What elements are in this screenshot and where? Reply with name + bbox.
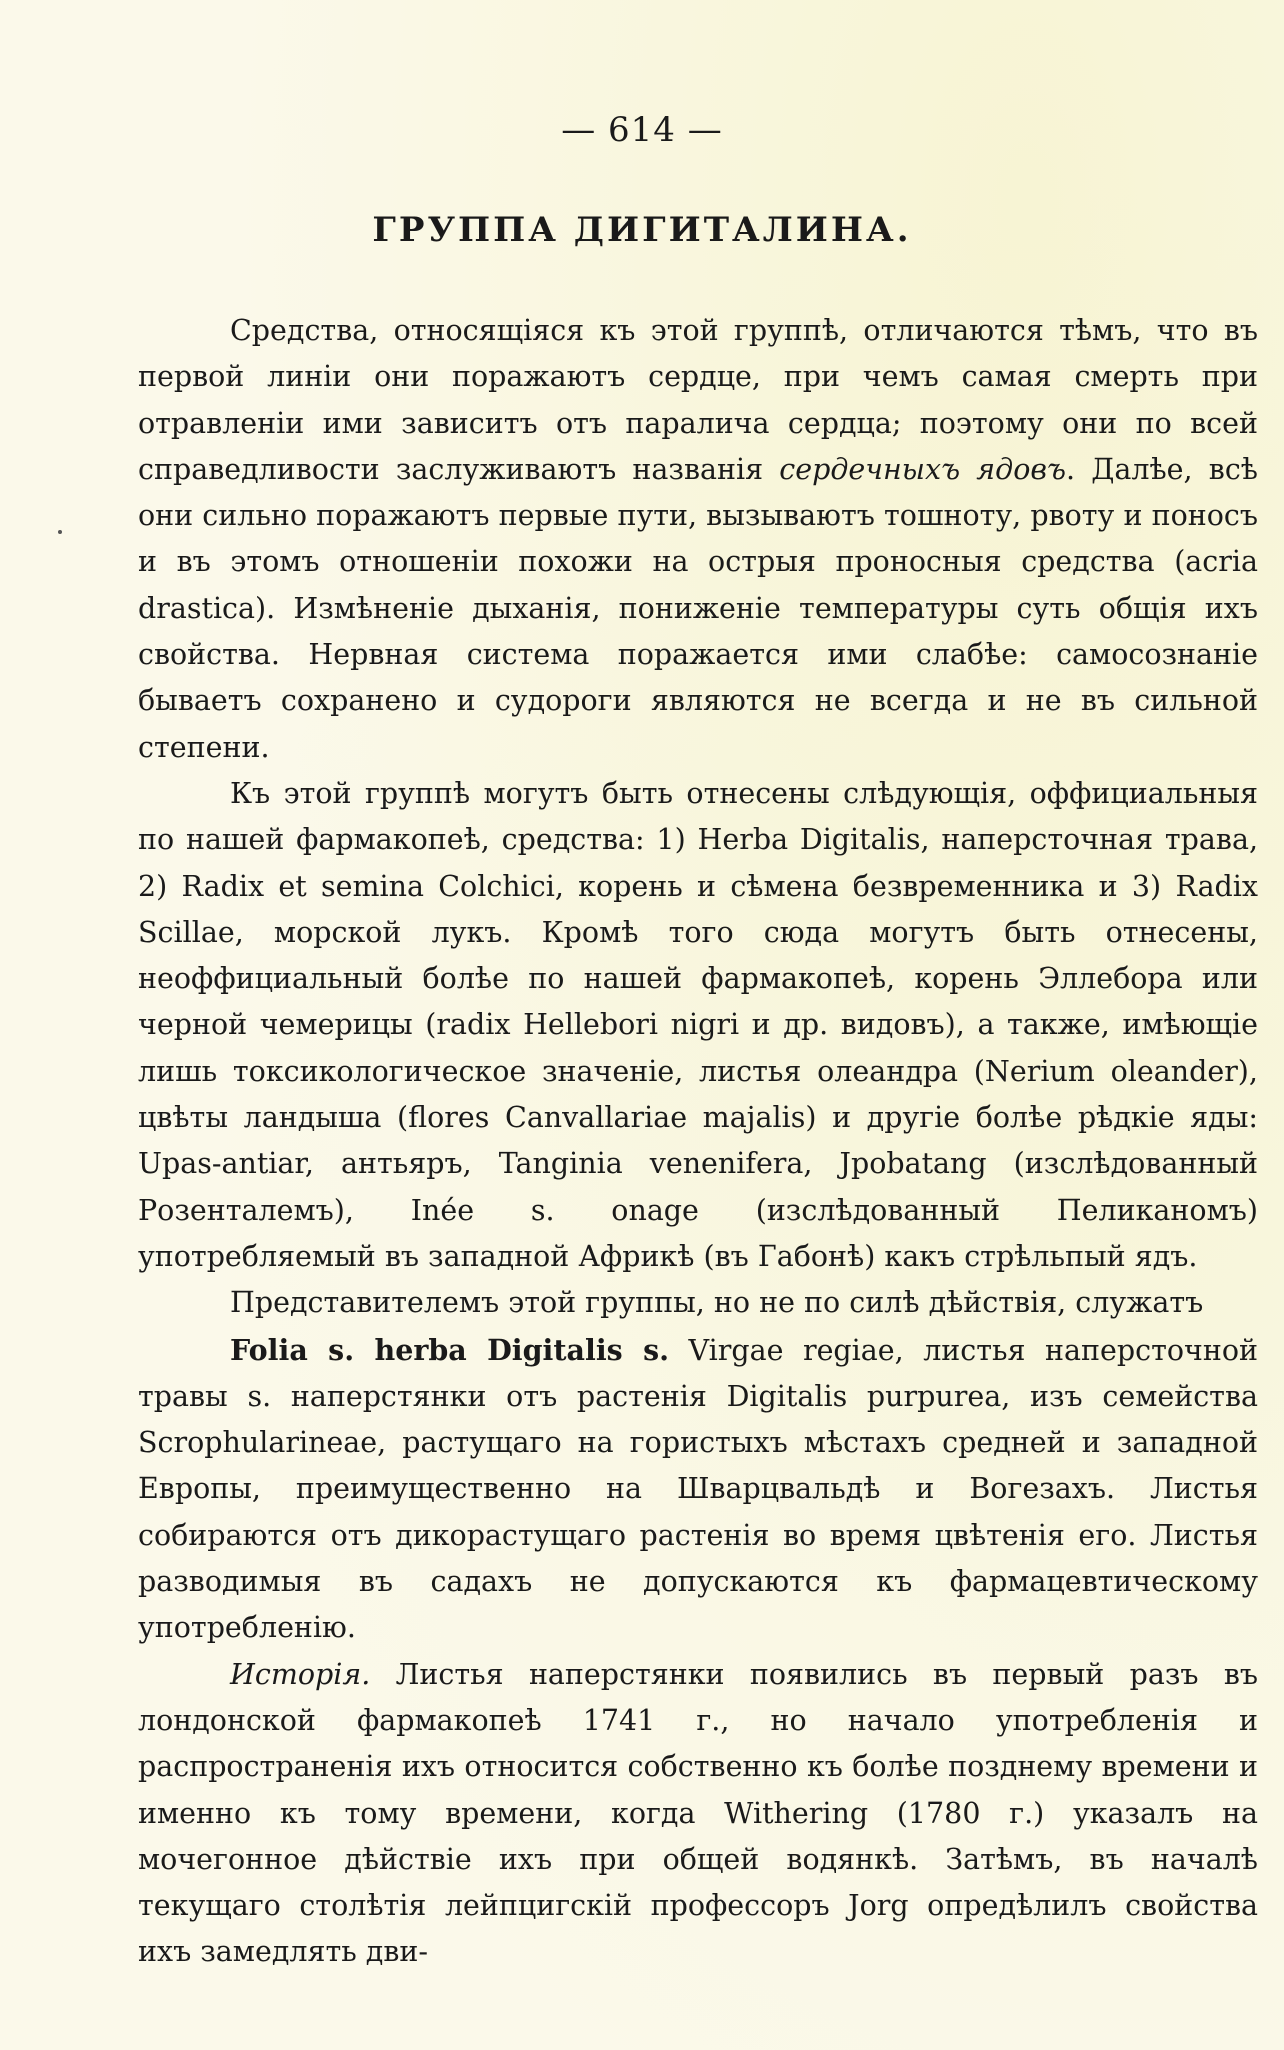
paragraph-5-italic: Исторія. (230, 1657, 371, 1691)
paragraph-1-italic: сердечныхъ ядовъ (779, 452, 1066, 486)
paragraph-1-text-b: . Далѣе, всѣ они сильно поражаютъ первые пути, вызываютъ тошноту, рвоту и поносъ и въ этомъ отношеніи похожи на острыя проносныя средства (acria drastica). Измѣненіе дыханія, пониженіе температуры суть общія ихъ свойства. Нервная система поражается ими слабѣе: самосознаніе бываетъ сохранено и судороги являются не всегда и не въ сильной степени. (138, 452, 1258, 764)
paragraph-1-text-a: Средства, относящіяся къ этой группѣ, отличаются тѣмъ, что въ первой линіи они поражаютъ сердце, при чемъ самая смерть при отравленіи ими зависитъ отъ паралича сердца; поэтому они по всей справедливости заслуживаютъ названія (138, 314, 1258, 486)
paragraph-4-text: Virgae regiae, листья наперсточной травы s. наперстянки отъ растенія Digitalis purpurea, изъ семейства Scrophularineae, растущаго на гористыхъ мѣстахъ средней и западной Европы, преимущественно на Шварцвальдѣ и Вогезахъ. Листья собираются отъ дикорастущаго растенія во время цвѣтенія его. Листья разводимыя въ садахъ не допускаются къ фармацевтическому употребленію. (138, 1333, 1258, 1645)
body-text (138, 308, 1258, 1976)
section-heading: ГРУППА ДИГИТАЛИНА. (372, 210, 912, 250)
paragraph-4-bold: Folia s. herba Digitalis s. (230, 1332, 670, 1367)
page-number: — 614 — (561, 110, 723, 150)
paragraph-5 (138, 1652, 1258, 1976)
paragraph-4 (138, 1327, 1258, 1652)
paragraph-1 (138, 308, 1258, 771)
paragraph-3: Представителемъ этой группы, но не по силѣ дѣйствія, служатъ (230, 1286, 1204, 1320)
margin-speck (58, 530, 62, 534)
paragraph-5-text: Листья наперстянки появились въ первый разъ въ лондонской фармакопеѣ 1741 г., но начало употребленія и распространенія ихъ относится собственно къ болѣе позднему времени и именно къ тому времени, когда Withering (1780 г.) указалъ на мочегонное дѣйствіе ихъ при общей водянкѣ. Затѣмъ, въ началѣ текущаго столѣтія лейпцигскій профессоръ Jorg опредѣлилъ свойства ихъ замедлять дви- (138, 1657, 1258, 1969)
paragraph-2: Къ этой группѣ могутъ быть отнесены слѣдующія, оффициальныя по нашей фармакопеѣ, средства: 1) Herba Digitalis, наперсточная трава, 2) Radix et semina Colchici, корень и сѣмена безвременника и 3) Radix Scillae, морской лукъ. Кромѣ того сюда могутъ быть отнесены, неоффициальный болѣе по нашей фармакопеѣ, корень Эллебора или черной чемерицы (radix Hellebori nigri и др. видовъ), а также, имѣющіе лишь токсикологическое значеніе, листья олеандра (Nerium oleander), цвѣты ландыша (flores Canvallariae majalis) и другіе болѣе рѣдкіе яды: Upas-antiar, антьяръ, Tanginia venenifera, Jpobatang (изслѣдованный Розенталемъ), Inée s. onage (изслѣдованный Пеликаномъ) употребляемый въ западной Африкѣ (въ Габонѣ) какъ стрѣльпый ядъ. (138, 776, 1258, 1273)
